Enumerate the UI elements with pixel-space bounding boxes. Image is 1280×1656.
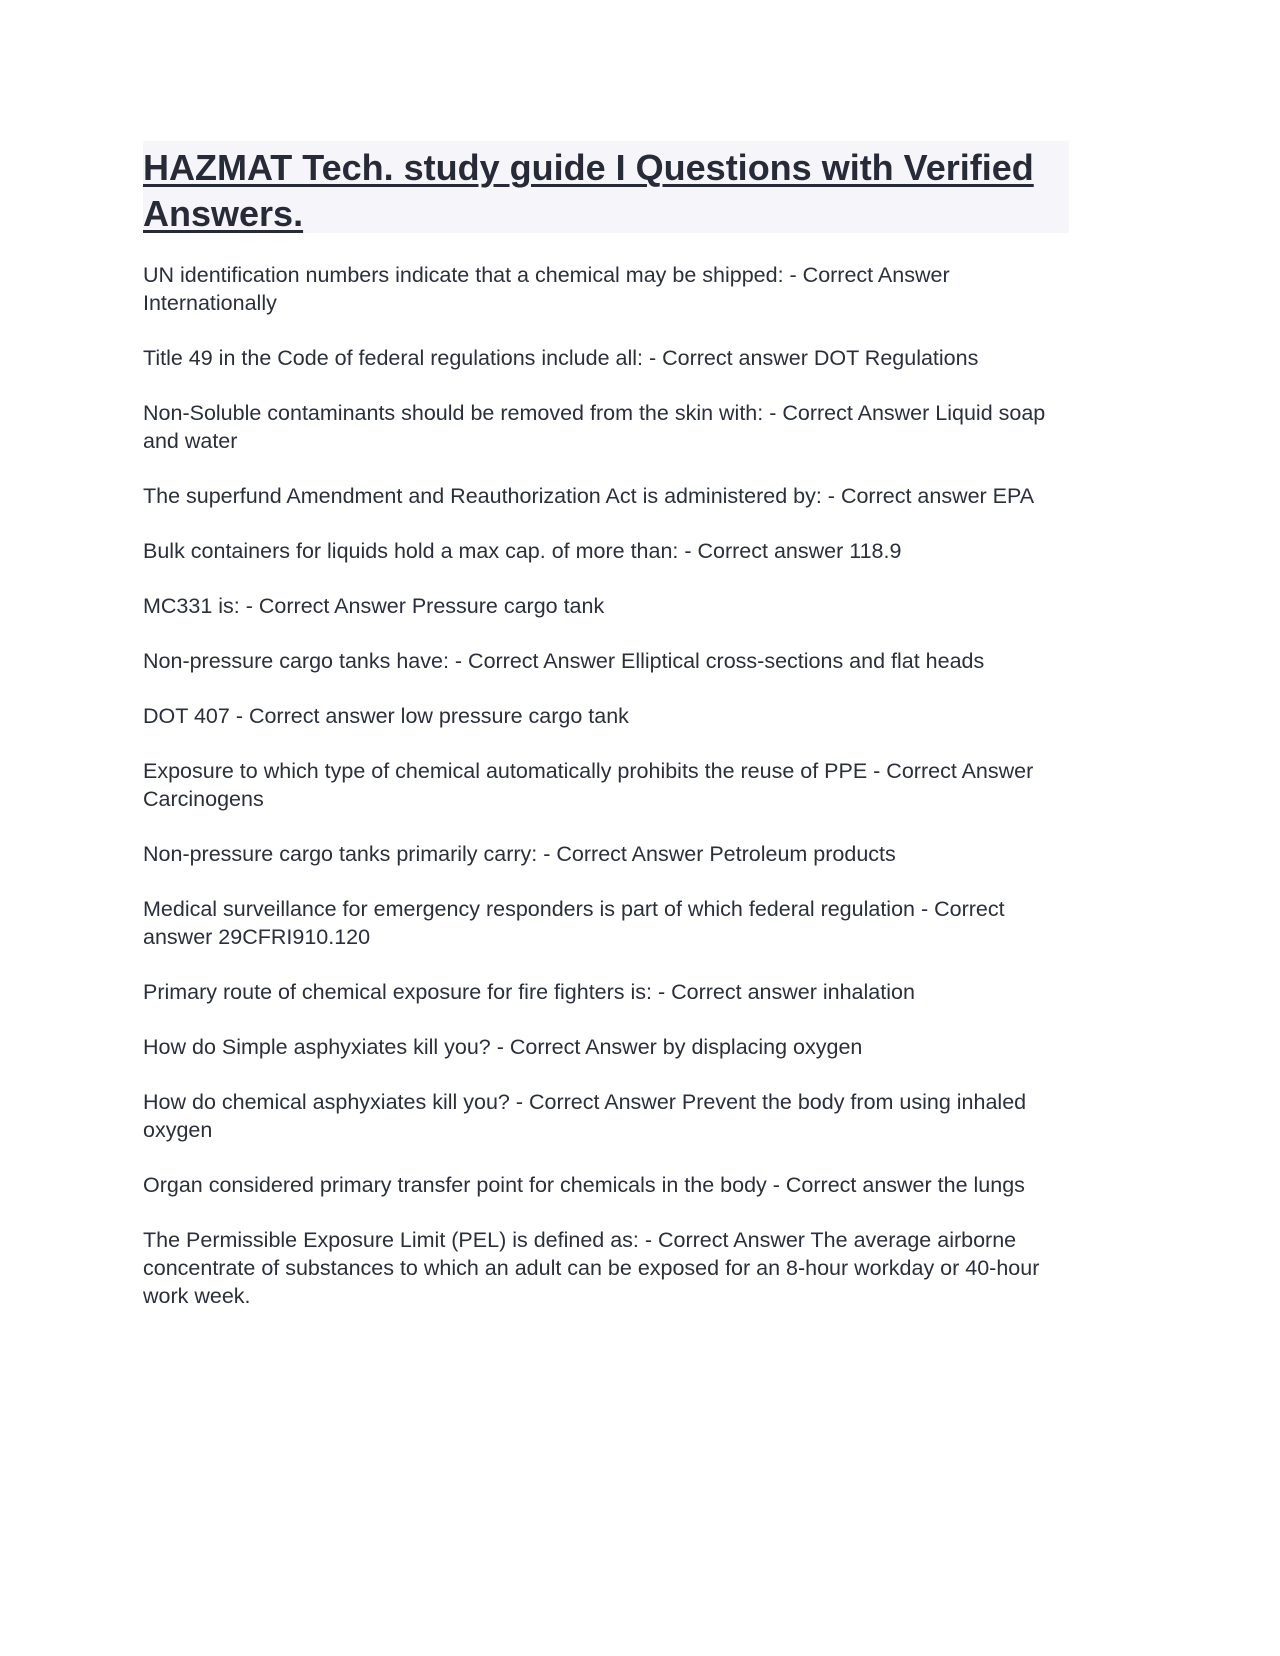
document-title: HAZMAT Tech. study guide I Questions with Verified Answers.	[143, 147, 1034, 234]
qa-item: Non-pressure cargo tanks have: - Correct Answer Elliptical cross-sections and flat heads	[143, 649, 985, 673]
qa-item: DOT 407 - Correct answer low pressure cargo tank	[143, 704, 629, 728]
qa-item: Title 49 in the Code of federal regulations include all: - Correct answer DOT Regulations	[143, 346, 979, 370]
qa-item: How do chemical asphyxiates kill you? - Correct Answer Prevent the body from using inhaled oxygen	[143, 1090, 1027, 1142]
qa-item: Non-Soluble contaminants should be removed from the skin with: - Correct Answer Liquid soap and water	[143, 401, 1046, 453]
qa-item: The superfund Amendment and Reauthorization Act is administered by: - Correct answer EPA	[143, 484, 1035, 508]
qa-item: UN identification numbers indicate that a chemical may be shipped: - Correct Answer Internationally	[143, 263, 950, 315]
qa-item: Exposure to which type of chemical automatically prohibits the reuse of PPE - Correct Answer Carcinogens	[143, 759, 1034, 811]
qa-item: Organ considered primary transfer point for chemicals in the body - Correct answer the lungs	[143, 1173, 1025, 1197]
qa-item: MC331 is: - Correct Answer Pressure cargo tank	[143, 594, 605, 618]
qa-item: Medical surveillance for emergency responders is part of which federal regulation - Correct answer 29CFRI910.120	[143, 897, 1005, 949]
qa-item: Primary route of chemical exposure for fire fighters is: - Correct answer inhalation	[143, 980, 915, 1004]
qa-list	[143, 261, 1069, 1310]
document-page	[143, 141, 1069, 1337]
title-block	[143, 141, 1069, 233]
qa-item: How do Simple asphyxiates kill you? - Correct Answer by displacing oxygen	[143, 1035, 863, 1059]
qa-item: The Permissible Exposure Limit (PEL) is defined as: - Correct Answer The average airborne concentrate of substances to which an adult can be exposed for an 8-hour workday or 40-hour work week.	[143, 1228, 1040, 1308]
qa-item: Non-pressure cargo tanks primarily carry: - Correct Answer Petroleum products	[143, 842, 896, 866]
qa-item: Bulk containers for liquids hold a max cap. of more than: - Correct answer 118.9	[143, 539, 902, 563]
